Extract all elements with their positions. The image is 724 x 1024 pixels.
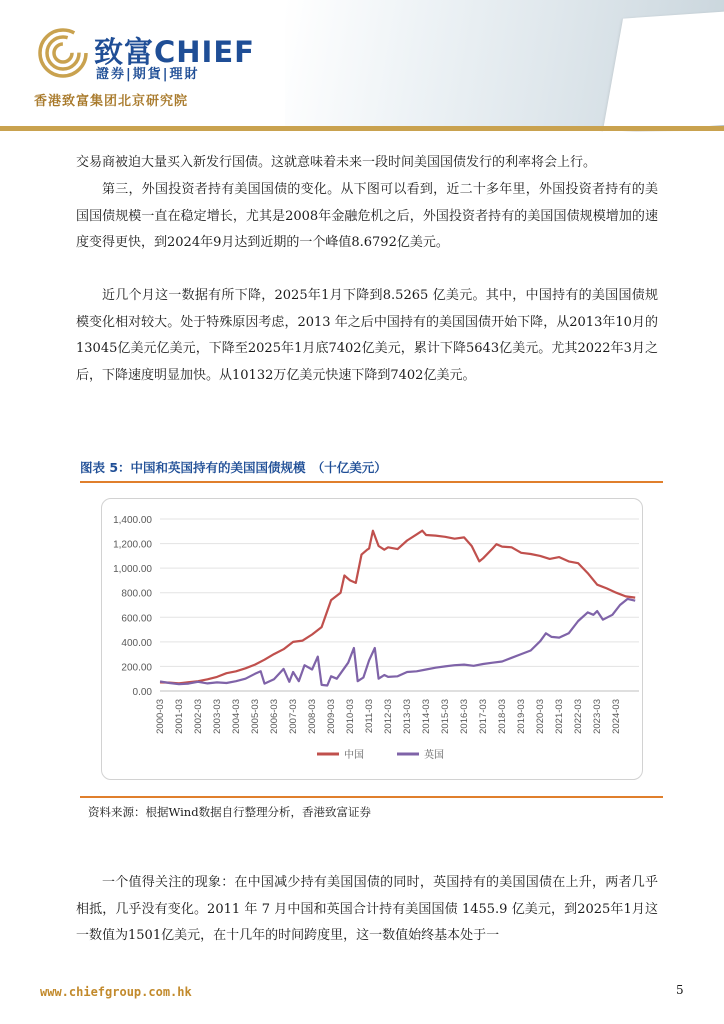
header-photo [285, 0, 724, 128]
x-tick-label: 2007-03 [288, 699, 300, 734]
y-tick-label: 1,000.00 [113, 564, 152, 576]
figure-source: 资料来源：根据Wind数据自行整理分析，香港致富证券 [88, 805, 372, 819]
x-tick-label: 2013-03 [402, 699, 414, 734]
organization-name: 香港致富集团北京研究院 [34, 94, 189, 109]
chart-paper-illustration [602, 0, 724, 132]
x-tick-label: 2010-03 [345, 699, 357, 734]
legend-label: 英国 [424, 750, 444, 761]
footer-url: www.chiefgroup.com.hk [40, 985, 192, 999]
chart-container [101, 498, 643, 780]
paragraph-2: 第三，外国投资者持有美国国债的变化。从下图可以看到，近二十多年里，外国投资者持有的美国国债规模一直在稳定增长，尤其是2008年金融危机之后，外国投资者持有的美国国债规模增加的速度变得更快，到2024年9月达到近期的一个峰值8.6792亿美元。 [76, 182, 658, 250]
x-tick-label: 2005-03 [250, 699, 262, 734]
logo-wordmark: 致富CHIEF [94, 35, 255, 69]
x-tick-label: 2016-03 [459, 699, 471, 734]
x-tick-label: 2024-03 [611, 699, 623, 734]
y-tick-label: 800.00 [121, 588, 152, 600]
series-line [160, 531, 635, 684]
x-tick-label: 2000-03 [155, 699, 166, 734]
y-tick-label: 600.00 [121, 613, 152, 625]
page-header [0, 0, 724, 132]
x-tick-label: 2012-03 [383, 699, 395, 734]
page-number: 5 [676, 983, 684, 997]
y-tick-label: 0.00 [132, 687, 152, 698]
paragraph-4: 一个值得关注的现象：在中国减少持有美国国债的同时，英国持有的美国国债在上升，两者几乎相抵，几乎没有变化。2011 年 7 月中国和英国合计持有美国国债 1455.9 亿美元，到2025年1月这一数值为1501亿美元，在十几年的时间跨度里，这一数值始终基本处于一 [76, 875, 658, 943]
x-tick-label: 2001-03 [174, 699, 186, 734]
paragraph-1: 交易商被迫大量买入新发行国债。这就意味着未来一段时间美国国债发行的利率将会上行。 [76, 155, 597, 170]
x-tick-label: 2002-03 [193, 699, 205, 734]
company-logo-icon [38, 28, 88, 78]
x-tick-label: 2021-03 [554, 699, 566, 734]
y-tick-label: 1,200.00 [113, 539, 152, 551]
x-tick-label: 2004-03 [231, 699, 243, 734]
header-divider [0, 126, 724, 131]
x-tick-label: 2006-03 [269, 699, 281, 734]
x-tick-label: 2009-03 [326, 699, 338, 734]
x-tick-label: 2015-03 [440, 699, 452, 734]
x-tick-label: 2019-03 [516, 699, 528, 734]
paragraph-3: 近几个月这一数据有所下降，2025年1月下降到8.5265 亿美元。其中，中国持有的美国国债规模变化相对较大。处于特殊原因考虑，2013 年之后中国持有的美国国债开始下降，从2013年10月的13045亿美元亿美元，下降至2025年1月底7402亿美元，累计下降5643亿美元。尤其2022年3月之后，下降速度明显加快。从10132万亿美元快速下降到7402亿美元。 [76, 288, 658, 383]
x-tick-label: 2020-03 [535, 699, 547, 734]
x-tick-label: 2022-03 [573, 699, 585, 734]
line-chart [102, 499, 644, 781]
logo-tagline: 證券|期貨|理財 [96, 67, 200, 82]
x-tick-label: 2014-03 [421, 699, 433, 734]
x-tick-label: 2003-03 [212, 699, 224, 734]
y-tick-label: 200.00 [121, 662, 152, 674]
figure-bottom-rule [80, 796, 663, 798]
figure-title: 图表 5：中国和英国持有的美国国债规模 （十亿美元） [80, 460, 387, 475]
x-tick-label: 2023-03 [592, 699, 604, 734]
legend-label: 中国 [344, 750, 364, 761]
x-tick-label: 2011-03 [364, 699, 376, 734]
x-tick-label: 2017-03 [478, 699, 490, 734]
x-tick-label: 2008-03 [307, 699, 319, 734]
y-tick-label: 1,400.00 [113, 515, 152, 526]
x-tick-label: 2018-03 [497, 699, 509, 734]
figure-top-rule [80, 481, 663, 483]
y-tick-label: 400.00 [121, 637, 152, 649]
